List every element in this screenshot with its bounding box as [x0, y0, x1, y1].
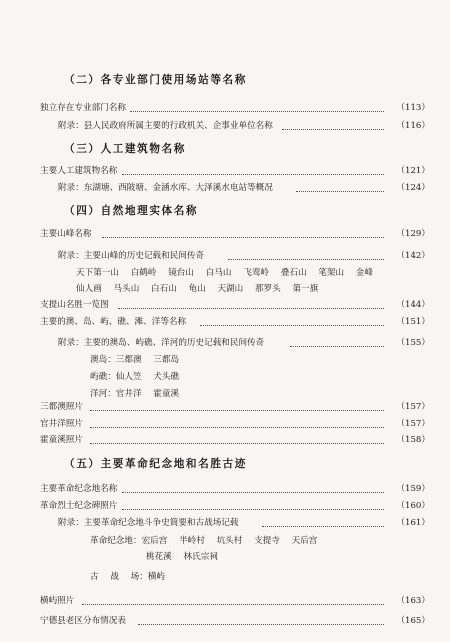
dot-leader [90, 427, 384, 428]
entry-label: 仙人画 马头山 白石山 龟山 天湖山 那罗头 第一旗 [76, 284, 319, 294]
entry-page-number: （161） [396, 518, 430, 528]
entry-label: 桃花溪 林氏宗祠 [146, 552, 218, 562]
toc-entry [0, 398, 450, 416]
dot-leader [228, 259, 384, 260]
entry-page-number: （165） [396, 616, 430, 626]
entry-page-number: （163） [396, 596, 430, 606]
entry-label: 主要山峰名称 [40, 229, 92, 239]
entry-page-number: （151） [396, 317, 430, 327]
toc-entry [0, 592, 450, 610]
dot-leader [122, 509, 384, 510]
dot-leader [200, 325, 384, 326]
entry-label: 屿礁：仙人笠 犬头礁 [90, 372, 180, 382]
entry-page-number: （124） [396, 183, 430, 193]
entry-page-number: （157） [396, 402, 430, 412]
entry-label: 独立存在专业部门名称 [40, 103, 126, 113]
dot-leader [90, 410, 384, 411]
toc-entry [0, 497, 450, 515]
toc-entry [0, 334, 450, 352]
entry-page-number: （121） [396, 166, 430, 176]
entry-label: 附录：主要山峰的历史记载和民间传奇 [58, 251, 205, 261]
entry-label: 附录：东湖塘、西陂塘、金涵水库、大泽溪水电站等概况 [58, 183, 273, 193]
dot-leader [118, 308, 384, 309]
entry-label: 主要人工建筑物名称 [40, 166, 118, 176]
toc-entry [0, 99, 450, 117]
entry-page-number: （129） [396, 229, 430, 239]
toc-entry [0, 612, 450, 630]
entry-page-number: （113） [396, 103, 430, 113]
entry-label: 霍童溪照片 [40, 435, 83, 445]
entry-page-number: （160） [396, 501, 430, 511]
entry-page-number: （142） [396, 251, 430, 261]
toc-entry [0, 296, 450, 314]
dot-leader [138, 624, 384, 625]
toc-entry [0, 368, 450, 386]
entry-page-number: （144） [396, 300, 430, 310]
entry-label: 革命烈士纪念碑照片 [40, 501, 118, 511]
entry-label: 三都澳照片 [40, 402, 83, 412]
dot-leader [290, 346, 384, 347]
entry-label: 附录：县人民政府所属主要的行政机关、企事业单位名称 [58, 121, 273, 131]
entry-page-number: （155） [396, 338, 430, 348]
toc-entry [0, 514, 450, 532]
section-heading: （二）各专业部门使用场站等名称 [64, 74, 247, 86]
dot-leader [282, 129, 384, 130]
entry-page-number: （158） [396, 435, 430, 445]
toc-entry [0, 351, 450, 369]
entry-label: 洋河：官井洋 霍童溪 [90, 389, 180, 399]
toc-entry [0, 179, 450, 197]
entry-label: 澳岛：三都澳 三都岛 [90, 355, 180, 365]
dot-leader [102, 237, 384, 238]
section-heading: （四）自然地理实体名称 [64, 205, 199, 217]
toc-entry [0, 431, 450, 449]
dot-leader [262, 526, 384, 527]
dot-leader [296, 191, 384, 192]
entry-label: 横屿照片 [40, 596, 75, 606]
entry-label: 官井洋照片 [40, 419, 83, 429]
entry-label: 附录：主要的澳岛、屿礁、洋河的历史记载和民间传奇 [58, 338, 265, 348]
toc-entry [0, 568, 450, 586]
toc-entry [0, 117, 450, 135]
entry-label: 天下第一山 白鹤岭 镜台山 白马山 飞鸾岭 叠石山 笔架山 金峰 [76, 268, 373, 278]
toc-entry [0, 313, 450, 331]
section-heading: （五）主要革命纪念地和名胜古迹 [64, 458, 247, 470]
entry-label: 主要的澳、岛、屿、礁、滩、洋等名称 [40, 317, 187, 327]
toc-entry [0, 225, 450, 243]
dot-leader [122, 174, 384, 175]
entry-page-number: （157） [396, 419, 430, 429]
dot-leader [82, 604, 384, 605]
toc-entry [0, 548, 450, 566]
entry-label: 主要革命纪念地名称 [40, 484, 118, 494]
dot-leader [90, 443, 384, 444]
entry-page-number: （116） [396, 121, 430, 131]
entry-label: 革命纪念地：宏后宫 半岭村 坑头村 支提寺 天后宫 [90, 536, 318, 546]
entry-label: 支提山名胜一览图 [40, 300, 109, 310]
toc-entry [0, 162, 450, 180]
section-heading: （三）人工建筑物名称 [64, 143, 186, 155]
dot-leader [122, 492, 384, 493]
entry-page-number: （159） [396, 484, 430, 494]
entry-label: 古 战 场：横屿 [90, 572, 166, 582]
toc-entry [0, 480, 450, 498]
toc-entry [0, 247, 450, 265]
dot-leader [130, 111, 384, 112]
entry-label: 附录：主要革命纪念地斗争史简要和古战场记载 [58, 518, 239, 528]
entry-label: 宁德县老区分布情况表 [40, 616, 126, 626]
